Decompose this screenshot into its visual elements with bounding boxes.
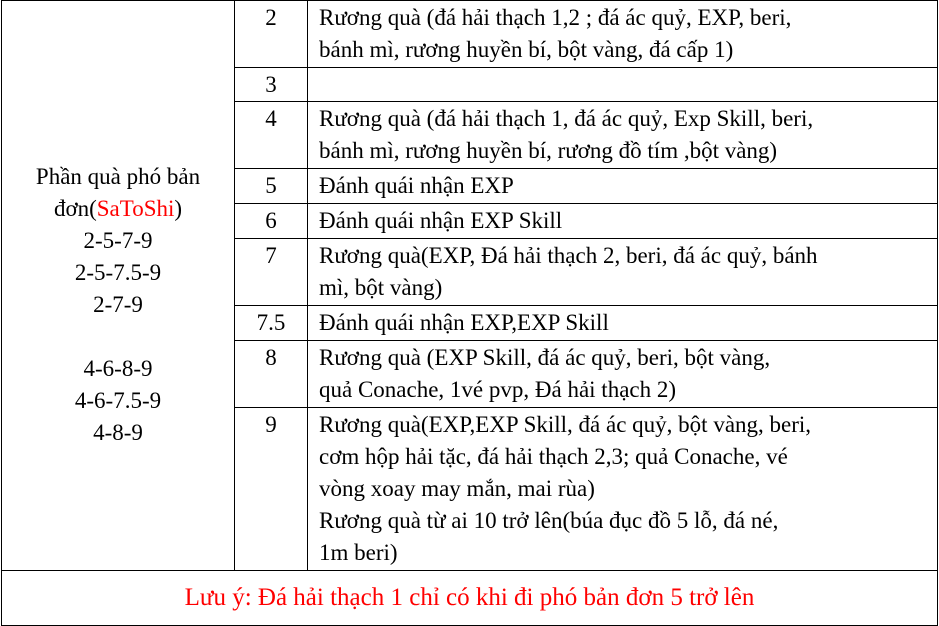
reward-line: 1m beri) [319,540,398,565]
summary-title-name: SaToShi [96,195,175,221]
stage-reward [308,102,938,169]
reward-line: quả Conache, 1vé pvp, Đá hải thạch 2) [319,377,677,402]
reward-line: vòng xoay may mắn, mai rùa) [319,476,595,501]
reward-line: bánh mì, rương huyền bí, bột vàng, đá cấp 1) [319,37,734,62]
stage-number: 2 [235,1,308,68]
reward-line: Rương quà (đá hải thạch 1, đá ác quỷ, Exp Skill, beri, [319,106,814,131]
stage-number: 3 [235,68,308,102]
path-item: 2-7-9 [93,291,143,317]
stage-number: 5 [235,169,308,204]
stage-number: 7 [235,239,308,306]
stage-number: 8 [235,341,308,408]
stage-reward [308,1,938,68]
reward-line: Đánh quái nhận EXP [319,173,514,198]
reward-line: Đánh quái nhận EXP,EXP Skill [319,310,609,335]
dungeon-summary-cell [2,1,235,571]
group-spacer [2,321,234,353]
reward-line: Rương quà(EXP,EXP Skill, đá ác quỷ, bột vàng, beri, [319,412,812,437]
stage-number: 4 [235,102,308,169]
summary-title-suffix: ) [174,195,183,221]
stage-number: 9 [235,408,308,571]
stage-reward [308,68,938,102]
summary-title-line1: Phần quà phó bản [35,163,201,189]
reward-line: Rương quà (EXP Skill, đá ác quỷ, beri, bột vàng, [319,345,771,370]
stage-reward [308,408,938,571]
stage-reward [308,204,938,239]
summary-title-prefix: đơn( [53,195,97,221]
reward-line: Rương quà(EXP, Đá hải thạch 2, beri, đá ác quỷ, bánh [319,243,818,268]
reward-line: cơm hộp hải tặc, đá hải thạch 2,3; quả Conache, vé [319,444,788,469]
stage-reward [308,306,938,341]
path-item: 4-6-8-9 [83,355,153,381]
reward-line: mì, bột vàng) [319,275,443,300]
path-item: 4-6-7.5-9 [74,387,162,413]
reward-line: bánh mì, rương huyền bí, rương đồ tím ,bột vàng) [319,138,778,163]
stage-number: 6 [235,204,308,239]
stage-reward [308,341,938,408]
path-item: 2-5-7.5-9 [74,259,162,285]
table-row [2,1,938,68]
path-item: 2-5-7-9 [83,227,153,253]
reward-line: Rương quà từ ai 10 trở lên(búa đục đồ 5 lỗ, đá né, [319,508,779,533]
reward-table [1,0,938,626]
stage-reward [308,169,938,204]
reward-line: Rương quà (đá hải thạch 1,2 ; đá ác quỷ, EXP, beri, [319,5,792,30]
stage-number: 7.5 [235,306,308,341]
summary-title-line2 [2,193,234,225]
stage-reward [308,239,938,306]
note-row [2,571,938,626]
path-item: 4-8-9 [93,419,143,445]
note-text: Lưu ý: Đá hải thạch 1 chỉ có khi đi phó bản đơn 5 trở lên [2,571,938,626]
reward-line: Đánh quái nhận EXP Skill [319,208,563,233]
